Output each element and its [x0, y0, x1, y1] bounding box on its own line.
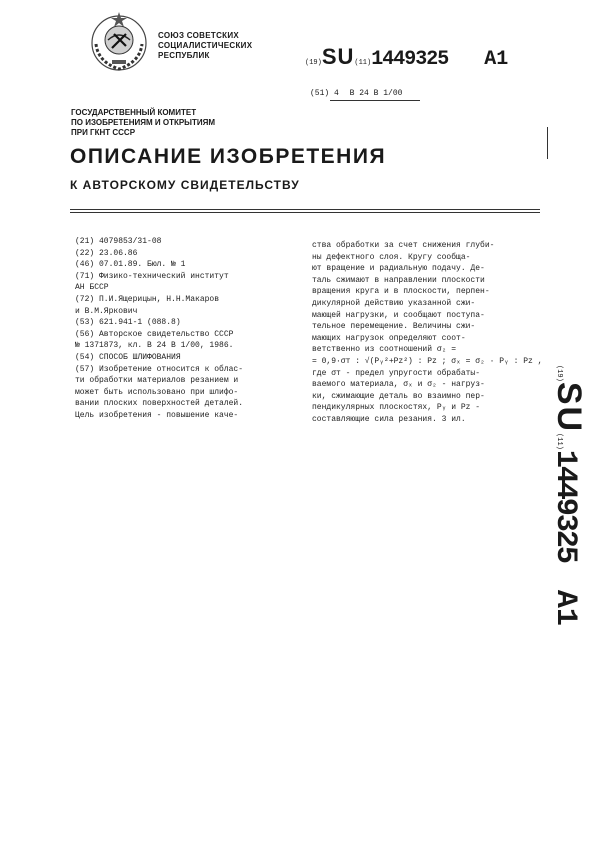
abstract-line: тельное перемещение. Величины сжи- [312, 322, 476, 332]
vertical-patent-number: 1449325 [548, 449, 582, 562]
abstract-line: ваемого материала, σₓ и σ₂ - нагруз- [312, 380, 485, 390]
biblio-line: (56) Авторское свидетельство СССР [75, 329, 234, 339]
title-separator-2 [70, 212, 540, 213]
ipc-code: (51) 4 [310, 89, 339, 98]
bibliographic-column [75, 236, 295, 422]
biblio-line: может быть использовано при шлифо- [75, 387, 239, 397]
abstract-line: ства обработки за счет снижения глуби- [312, 241, 495, 250]
vertical-country-code: SU [550, 381, 588, 434]
vertical-code-11: (11) [555, 433, 563, 450]
abstract-line: мающей нагрузки, и сообщают поступа- [312, 310, 485, 320]
biblio-line: (72) П.И.Ящерицын, Н.Н.Макаров [75, 294, 220, 304]
org-line: СОЦИАЛИСТИЧЕСКИХ [158, 41, 253, 50]
abstract-line: составляющие сила резания. 3 ил. [312, 414, 466, 424]
title-rule [547, 127, 548, 159]
abstract-line: дикулярной действию указанной сжи- [312, 298, 476, 308]
biblio-line: и В.М.Яркович [75, 306, 138, 316]
code-11: (11) [354, 59, 372, 67]
abstract-line: мающих нагрузок определяют соот- [312, 333, 466, 343]
vertical-publication-number [536, 365, 588, 685]
committee-line: ГОСУДАРСТВЕННЫЙ КОМИТЕТ [71, 108, 197, 117]
biblio-line: вании плоских поверхностей деталей. [75, 399, 244, 409]
biblio-line: (53) 621.941-1 (088.8) [75, 318, 181, 328]
committee-line: ПО ИЗОБРЕТЕНИЯМ И ОТКРЫТИЯМ [71, 118, 216, 127]
biblio-line: (57) Изобретение относится к облас- [75, 364, 244, 374]
biblio-line: (54) СПОСОБ ШЛИФОВАНИЯ [75, 352, 181, 362]
org-line: СОЮЗ СОВЕТСКИХ [158, 31, 240, 40]
biblio-line: АН БССР [75, 283, 109, 293]
document-title: ОПИСАНИЕ ИЗОБРЕТЕНИЯ [70, 145, 387, 168]
biblio-line: (46) 07.01.89. Бюл. № 1 [75, 260, 186, 270]
ipc-underline [330, 100, 420, 101]
committee-line: ПРИ ГКНТ СССР [71, 128, 136, 137]
country-code: SU [321, 44, 355, 69]
vertical-kind-code: A1 [548, 589, 582, 626]
kind-code: A1 [484, 48, 509, 71]
vertical-code-19: (19) [555, 365, 563, 382]
biblio-line: Цель изобретения - повышение каче- [75, 410, 239, 420]
biblio-line: (21) 4079853/31-08 [75, 237, 162, 246]
patent-number: 1449325 [371, 48, 449, 71]
abstract-line: пендикулярных плоскостях, Pᵧ и Pz - [312, 403, 481, 413]
abstract-line: где σт - предел упругости обрабаты- [312, 368, 481, 378]
abstract-column [312, 240, 543, 426]
biblio-line: ти обработки материалов резанием и [75, 376, 239, 386]
org-name [158, 31, 252, 61]
abstract-line: ны дефектного слоя. Кругу сообща- [312, 252, 471, 262]
abstract-line: вращения круга и в плоскости, перпен- [312, 287, 490, 297]
title-separator [70, 209, 540, 210]
biblio-line: (22) 23.06.86 [75, 248, 138, 258]
state-emblem [88, 10, 150, 72]
committee-name [71, 108, 215, 138]
abstract-line: таль сжимают в направлении плоскости [312, 275, 485, 285]
abstract-line: = 0,9·σт : √(Pᵧ²+Pz²) : Pz ; σₓ = σ₂ · Pᵧ : Pz , [312, 356, 543, 366]
biblio-line: (71) Физико-технический институт [75, 271, 229, 281]
ipc-value: В 24 В 1/00 [349, 89, 403, 98]
abstract-line: ют вращение и радиальную подачу. Де- [312, 264, 485, 274]
ipc-classification [310, 89, 402, 98]
org-line: РЕСПУБЛИК [158, 51, 210, 60]
abstract-line: ветственно из соотношений σ₂ = [312, 345, 457, 355]
biblio-line: № 1371873, кл. В 24 В 1/00, 1986. [75, 341, 234, 351]
code-19: (19) [305, 59, 322, 67]
abstract-line: ки, сжимающие деталь во взаимно пер- [312, 391, 485, 401]
document-subtitle: К АВТОРСКОМУ СВИДЕТЕЛЬСТВУ [70, 178, 300, 192]
publication-number [305, 44, 508, 71]
